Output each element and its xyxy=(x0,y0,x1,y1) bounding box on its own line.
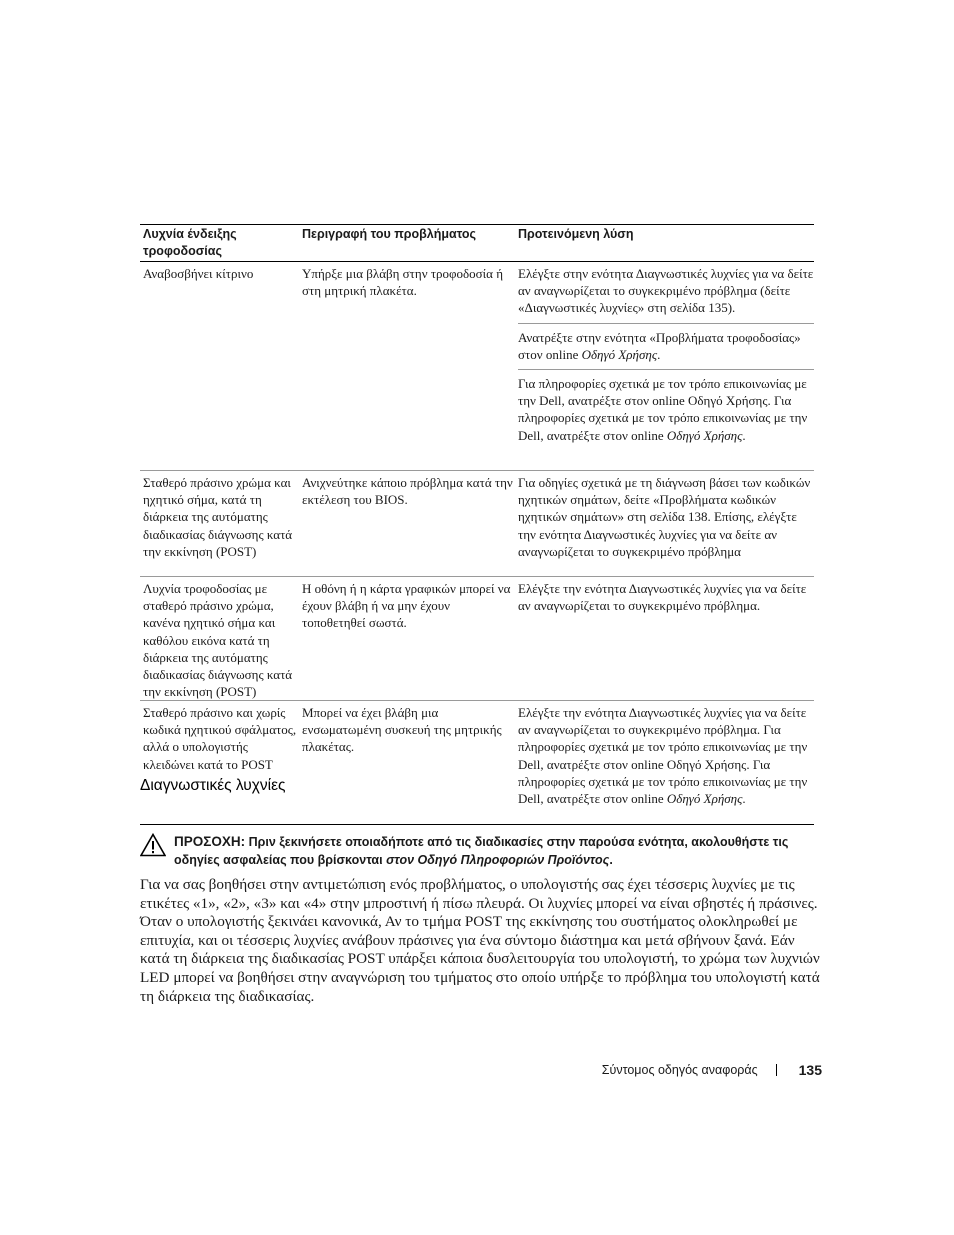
caution-label: ΠΡΟΣΟΧΗ: xyxy=(174,834,246,849)
header-suggested-solution: Προτεινόμενη λύση xyxy=(518,227,634,241)
footer-divider xyxy=(776,1064,777,1076)
solution-text: . xyxy=(742,427,746,443)
solution-italic-text: Οδηγό Χρήσης xyxy=(666,427,743,443)
caution-text xyxy=(174,833,816,869)
caution-triangle-icon xyxy=(140,833,166,857)
solution-text: Για πληροφορίες σχετικά με τον τρόπο επικοινωνίας με την Dell, ανατρέξτε στον online Οδηγό Χρήσης. Για πληροφορίες σχετικά με τον τρόπο επικοινωνίας με την Dell, ανατρέξτε στον online xyxy=(518,376,808,443)
power-light-table xyxy=(140,224,814,825)
cell-description: Μπορεί να έχει βλάβη μια ενσωματωμένη συσκευή της μητρικής πλακέτας. xyxy=(302,705,502,755)
solution-paragraph xyxy=(518,323,814,363)
solution-paragraph: Ελέγξτε στην ενότητα Διαγνωστικές λυχνίες για να δείτε αν αναγνωρίζεται το συγκεκριμένο πρόβλημα (δείτε «Διαγνωστικές λυχνίες» στη σελίδα 135). xyxy=(518,266,814,316)
solution-text: . xyxy=(657,346,661,362)
section-heading: Διαγνωστικές λυχνίες xyxy=(140,777,286,794)
solution-text: . xyxy=(742,791,746,807)
cell-indicator: Λυχνία τροφοδοσίας με σταθερό πράσινο χρώμα, κανένα ηχητικό σήμα και καθόλου εικόνα κατά τη διάρκεια της αυτόματης διαδικασίας διάγνωσης κατά την εκκίνηση (POST) xyxy=(143,581,293,700)
table-row xyxy=(140,470,814,576)
cell-description: Υπήρξε μια βλάβη στην τροφοδοσία ή στη μητρική πλακέτα. xyxy=(302,266,504,299)
footer-title: Σύντομος οδηγός αναφοράς xyxy=(601,1063,758,1077)
page-footer xyxy=(560,1062,822,1078)
cell-description: Ανιχνεύτηκε κάποιο πρόβλημα κατά την εκτέλεση του BIOS. xyxy=(302,475,513,508)
caution-notice xyxy=(140,833,816,869)
cell-description: Η οθόνη ή η κάρτα γραφικών μπορεί να έχουν βλάβη ή να μην έχουν τοποθετηθεί σωστά. xyxy=(302,581,511,631)
solution-paragraph xyxy=(518,369,814,444)
cell-indicator: Σταθερό πράσινο χρώμα και ηχητικό σήμα, κατά τη διάρκεια της αυτόματης διαδικασίας διάγνωσης κατά την εκκίνηση (POST) xyxy=(143,475,293,559)
page-number: 135 xyxy=(798,1062,822,1078)
solution-italic-text: Οδηγό Χρήσης xyxy=(666,791,743,807)
caution-body: Πριν ξεκινήσετε οποιαδήποτε από τις διαδικασίες στην παρούσα ενότητα, ακολουθήστε τις οδηγίες ασφαλείας που βρίσκονται xyxy=(174,835,789,867)
cell-solution: Ελέγξτε την ενότητα Διαγνωστικές λυχνίες για να δείτε αν αναγνωρίζεται το συγκεκριμένο πρόβλημα. xyxy=(518,581,807,614)
header-power-light-line1: Λυχνία ένδειξης xyxy=(143,227,237,241)
header-problem-description: Περιγραφή του προβλήματος xyxy=(302,227,477,241)
cell-solution: Για οδηγίες σχετικά με τη διάγνωση βάσει των κωδικών ηχητικών σημάτων, δείτε «Προβλήματα κωδικών ηχητικών σημάτων» στη σελίδα 138. Επίσης, ελέγξτε την ενότητα Διαγνωστικές λυχνίες για να δείτε αν αναγνωρίζεται το συγκεκριμένο πρόβλημα xyxy=(518,475,811,559)
caution-suffix: . xyxy=(609,853,613,867)
body-paragraph: Για να σας βοηθήσει στην αντιμετώπιση ενός προβλήματος, ο υπολογιστής σας έχει τέσσερις λυχνίες με τις ετικέτες «1», «2», «3» και «4» στην μπροστινή ή πίσω πλευρά. Οι λυχνίες μπορεί να είναι σβηστές ή πράσινες. Όταν ο υπολογιστής ξεκινάει κανονικά, Αν το τμήμα POST της εκκίνησης του συστήματος ολοκληρωθεί με επιτυχία, και οι τέσσερις λυχνίες ανάβουν πράσινες για ένα σύντομο διάστημα και μετά σβήνουν ξανά. Εάν κατά τη διάρκεια της διαδικασίας POST υπάρξει κάποια δυσλειτουργία του υπολογιστή, το χρώμα των λυχνιών LED μπορεί να βοηθήσει στην αναγνώριση του τμήματος στο οποίο υπήρξε το πρόβλημα του υπολογιστή κατά τη διάρκεια της διαδικασίας. xyxy=(140,876,820,1005)
cell-solution xyxy=(516,704,814,824)
table-row xyxy=(140,576,814,700)
header-power-light-line2: τροφοδοσίας xyxy=(143,244,222,258)
cell-indicator: Σταθερό πράσινο και χωρίς κωδικά ηχητικού σφάλματος, αλλά ο υπολογιστής κλειδώνει κατά το POST xyxy=(143,705,297,772)
table-row xyxy=(140,262,814,470)
header-power-light xyxy=(140,225,300,261)
solution-italic-text: Οδηγό Χρήσης xyxy=(581,346,658,362)
cell-solution xyxy=(516,265,814,470)
solution-text: Ελέγξτε την ενότητα Διαγνωστικές λυχνίες για να δείτε αν αναγνωρίζεται το συγκεκριμένο πρόβλημα. Για πληροφορίες σχετικά με τον τρόπο επικοινωνίας με την Dell, ανατρέξτε στον online Οδηγό Χρήσης. Για πληροφορίες σχετικά με τον τρόπο επικοινωνίας με την Dell, ανατρέξτε στον online xyxy=(518,705,808,807)
table-header-row xyxy=(140,225,814,262)
table-row xyxy=(140,700,814,824)
cell-indicator: Αναβοσβήνει κίτρινο xyxy=(143,266,254,281)
solution-text: Ανατρέξτε στην ενότητα «Προβλήματα τροφοδοσίας» στον online xyxy=(518,329,801,362)
caution-italic: στον Οδηγό Πληροφοριών Προϊόντος xyxy=(386,853,610,867)
